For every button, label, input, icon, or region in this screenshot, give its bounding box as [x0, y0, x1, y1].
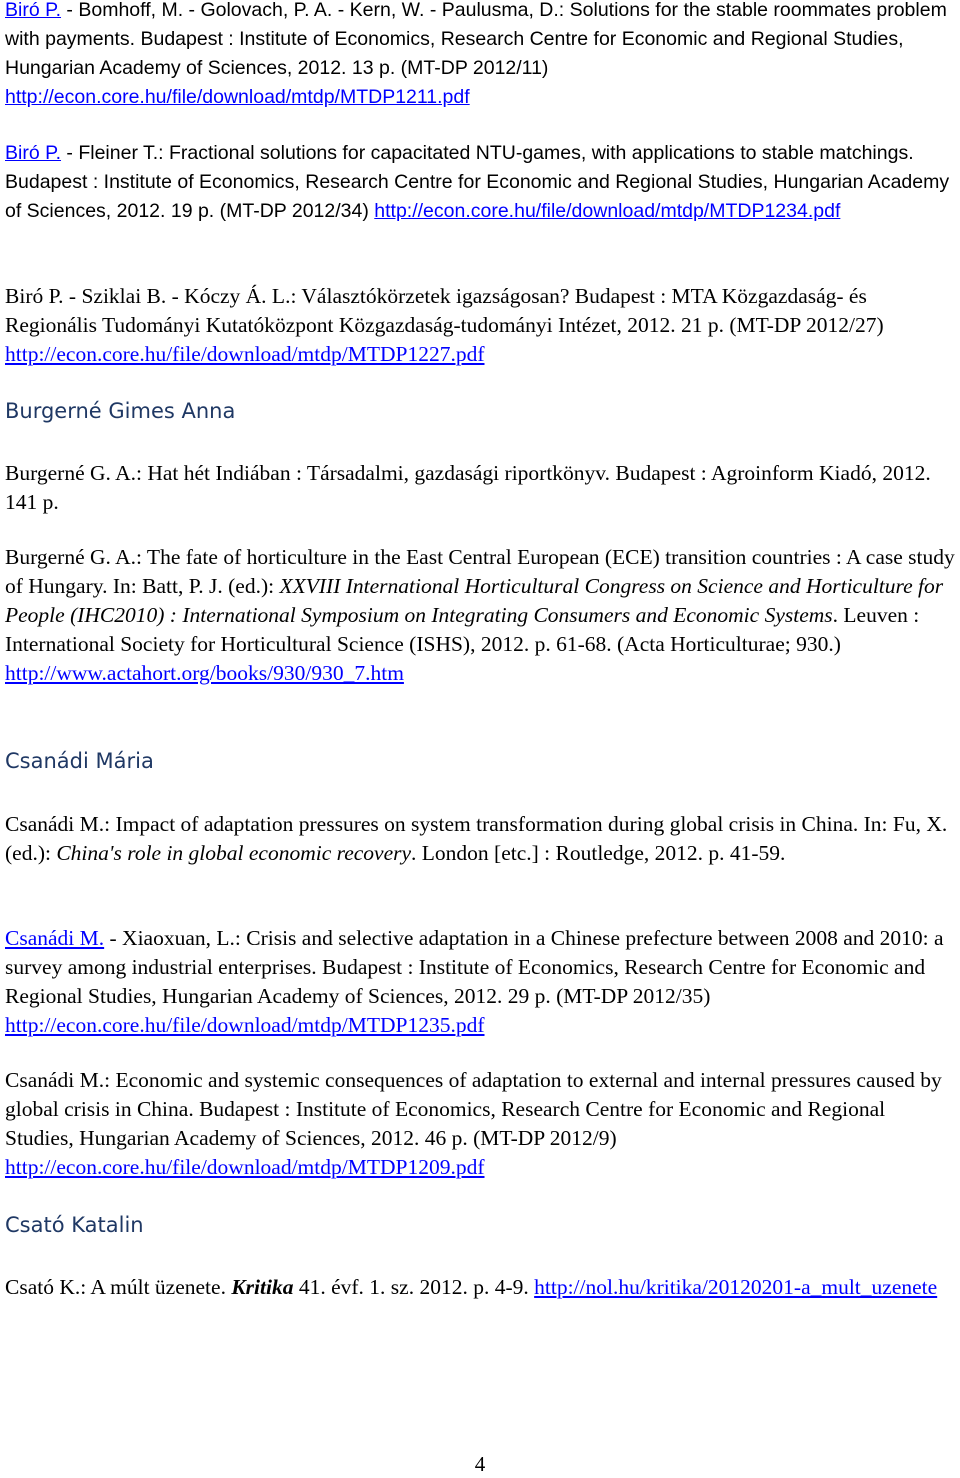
section-heading-csanadi: Csanádi Mária: [5, 749, 154, 773]
entry-burgerne-indiaban: Burgerné G. A.: Hat hét Indiában : Társadalmi, gazdasági riportkönyv. Budapest : Agroinform Kiadó, 2012. 141 p.: [5, 461, 931, 514]
entry-csanadi-impact: Csanádi M.: Impact of adaptation pressures on system transformation during global crisis in China. In: Fu, X. (ed.): China's role in global economic recovery. London [etc.] : Routledge, 2012. p. 41-59.: [5, 812, 948, 865]
section-heading-csato: Csató Katalin: [5, 1213, 144, 1237]
url-link[interactable]: http://econ.core.hu/file/download/mtdp/MTDP1227.pdf: [5, 342, 485, 366]
entry-csanadi-xiaoxuan: Csanádi M. - Xiaoxuan, L.: Crisis and selective adaptation in a Chinese prefecture between 2008 and 2010: a survey among industrial enterprises. Budapest : Institute of Economics, Research Centre for Economic and Regional Studies, Hungarian Academy of Sciences, 2012. 29 p. (MT-DP 2012/35) http://econ.core.hu/file/download/mtdp/MTDP1235.pdf: [5, 926, 944, 1037]
page-number: 4: [474, 1452, 486, 1476]
url-link[interactable]: http://econ.core.hu/file/download/mtdp/MTDP1234.pdf: [374, 200, 841, 222]
entry-csanadi-economic: Csanádi M.: Economic and systemic consequences of adaptation to external and internal pressures caused by global crisis in China. Budapest : Institute of Economics, Research Centre for Economic and Regional Studies, Hungarian Academy of Sciences, 2012. 46 p. (MT-DP 2012/9) http://econ.core.hu/file/download/mtdp/MTDP1209.pdf: [5, 1068, 942, 1179]
entry-burgerne-horticulture: Burgerné G. A.: The fate of horticulture in the East Central European (ECE) transition countries : A case study of Hungary. In: Batt, P. J. (ed.): XXVIII International Horticultural Congress on Science and Horticulture for People (IHC2010) : International Symposium on Integrating Consumers and Economic Systems. Leuven : International Society for Horticultural Science (ISHS), 2012. p. 61-68. (Acta Horticulturae; 930.) http://www.actahort.org/books/930/930_7.htm: [5, 545, 955, 685]
url-link[interactable]: http://www.actahort.org/books/930/930_7.htm: [5, 661, 404, 685]
author-link[interactable]: Biró P.: [5, 142, 62, 164]
entry-csato-mult: Csató K.: A múlt üzenete. Kritika 41. évf. 1. sz. 2012. p. 4-9. http://nol.hu/kritika/20120201-a_mult_uzenete: [5, 1275, 938, 1299]
author-link[interactable]: Biró P.: [5, 0, 62, 21]
entry-biro-bomhoff: Biró P. - Bomhoff, M. - Golovach, P. A. - Kern, W. - Paulusma, D.: Solutions for the stable roommates problem with payments. Budapest : Institute of Economics, Research Centre for Economic and Regional Studies, Hungarian Academy of Sciences, 2012. 13 p. (MT-DP 2012/11) http://econ.core.hu/file/download/mtdp/MTDP1211.pdf: [5, 0, 947, 108]
entry-biro-sziklai: Biró P. - Sziklai B. - Kóczy Á. L.: Választókörzetek igazságosan? Budapest : MTA Közgazdaság- és Regionális Tudományi Kutatóközpont Közgazdaság-tudományi Intézet, 2012. 21 p. (MT-DP 2012/27) http://econ.core.hu/file/download/mtdp/MTDP1227.pdf: [5, 284, 884, 366]
url-link[interactable]: http://econ.core.hu/file/download/mtdp/MTDP1209.pdf: [5, 1155, 485, 1179]
url-link[interactable]: http://econ.core.hu/file/download/mtdp/MTDP1211.pdf: [5, 86, 470, 108]
author-link[interactable]: Csanádi M.: [5, 926, 105, 950]
url-link[interactable]: http://econ.core.hu/file/download/mtdp/MTDP1235.pdf: [5, 1013, 485, 1037]
section-heading-burgerne: Burgerné Gimes Anna: [5, 399, 236, 423]
url-link[interactable]: http://nol.hu/kritika/20120201-a_mult_uzenete: [534, 1275, 938, 1299]
entry-biro-fleiner: Biró P. - Fleiner T.: Fractional solutions for capacitated NTU-games, with applications to stable matchings. Budapest : Institute of Economics, Research Centre for Economic and Regional Studies, Hungarian Academy of Sciences, 2012. 19 p. (MT-DP 2012/34) http://econ.core.hu/file/download/mtdp/MTDP1234.pdf: [5, 142, 950, 222]
